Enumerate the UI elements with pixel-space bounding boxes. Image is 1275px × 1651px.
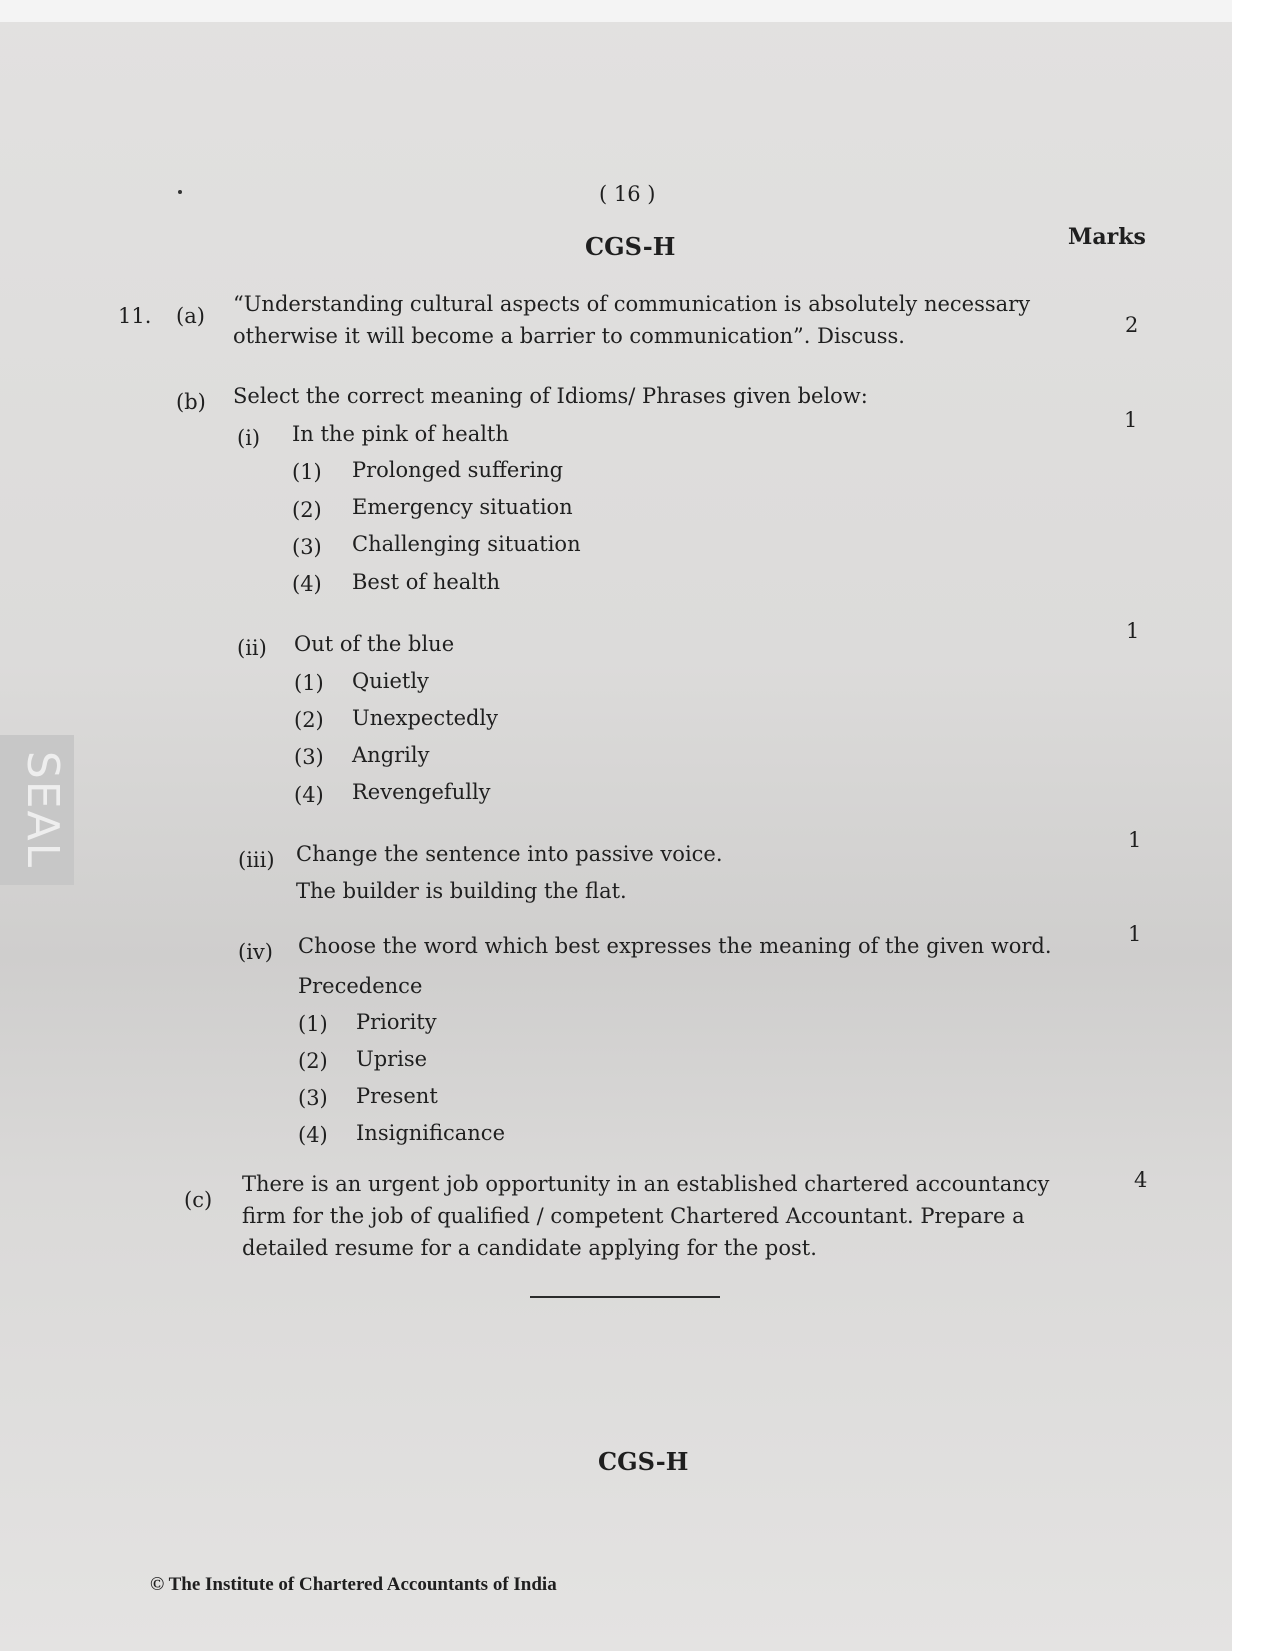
- option-text: Uprise: [356, 1047, 428, 1071]
- option-number: (2): [294, 708, 324, 732]
- option-number: (2): [298, 1049, 328, 1073]
- question-number: 11.: [118, 304, 152, 328]
- copyright-notice: © The Institute of Chartered Accountants of India: [150, 1574, 557, 1595]
- part-a-text-line1: “Understanding cultural aspects of communication is absolutely necessary: [233, 292, 1031, 316]
- option-number: (2): [292, 498, 322, 522]
- option-text: Challenging situation: [352, 532, 581, 556]
- sub-i-text: In the pink of health: [292, 422, 509, 446]
- sub-iii-sentence: The builder is building the flat.: [296, 879, 627, 903]
- paper-code-footer: CGS-H: [598, 1447, 689, 1476]
- option-text: Best of health: [352, 570, 500, 594]
- option-text: Emergency situation: [352, 495, 573, 519]
- sub-iv-label: (iv): [238, 940, 273, 964]
- option-text: Unexpectedly: [352, 706, 499, 730]
- sub-iv-word: Precedence: [298, 974, 423, 998]
- option-number: (4): [298, 1123, 328, 1147]
- seal-stamp-text: SEAL: [17, 750, 68, 870]
- scan-right-edge: [1232, 0, 1275, 1651]
- sub-iv-marks: 1: [1128, 922, 1142, 946]
- option-number: (1): [292, 460, 322, 484]
- option-number: (1): [294, 671, 324, 695]
- part-b-label: (b): [176, 390, 206, 414]
- part-a-text-line2: otherwise it will become a barrier to communication”. Discuss.: [233, 324, 905, 348]
- seal-stamp: [0, 735, 74, 885]
- paper-code-header: CGS-H: [585, 232, 676, 261]
- sub-i-label: (i): [237, 426, 261, 450]
- option-text: Insignificance: [356, 1121, 505, 1145]
- option-text: Quietly: [352, 669, 429, 693]
- sub-iii-marks: 1: [1128, 828, 1142, 852]
- sub-ii-text: Out of the blue: [294, 632, 455, 656]
- part-c-text-line2: firm for the job of qualified / competent Chartered Accountant. Prepare a: [242, 1204, 1025, 1228]
- option-number: (3): [298, 1086, 328, 1110]
- sub-ii-label: (ii): [237, 636, 267, 660]
- option-text: Angrily: [352, 743, 430, 767]
- part-a-marks: 2: [1125, 313, 1139, 337]
- option-number: (1): [298, 1012, 328, 1036]
- option-number: (4): [292, 572, 322, 596]
- marks-column-heading: Marks: [1068, 224, 1146, 250]
- option-number: (3): [294, 745, 324, 769]
- sub-iii-text: Change the sentence into passive voice.: [296, 842, 723, 866]
- option-number: (4): [294, 783, 324, 807]
- end-of-questions-rule: [530, 1296, 720, 1298]
- part-c-text-line3: detailed resume for a candidate applying for the post.: [242, 1236, 817, 1260]
- sub-ii-marks: 1: [1126, 619, 1140, 643]
- option-text: Priority: [356, 1010, 437, 1034]
- option-number: (3): [292, 535, 322, 559]
- option-text: Revengefully: [352, 780, 491, 804]
- option-text: Prolonged suffering: [352, 458, 564, 482]
- part-a-label: (a): [176, 304, 205, 328]
- option-text: Present: [356, 1084, 438, 1108]
- scan-top-edge: [0, 0, 1275, 22]
- part-b-intro: Select the correct meaning of Idioms/ Phrases given below:: [233, 384, 868, 408]
- part-c-label: (c): [184, 1188, 213, 1212]
- page-number: ( 16 ): [599, 182, 656, 206]
- part-c-marks: 4: [1134, 1168, 1148, 1192]
- sub-i-marks: 1: [1124, 408, 1138, 432]
- sub-iv-text: Choose the word which best expresses the meaning of the given word.: [298, 934, 1052, 958]
- scan-speck: [178, 190, 182, 194]
- part-c-text-line1: There is an urgent job opportunity in an established chartered accountancy: [242, 1172, 1050, 1196]
- sub-iii-label: (iii): [238, 848, 275, 872]
